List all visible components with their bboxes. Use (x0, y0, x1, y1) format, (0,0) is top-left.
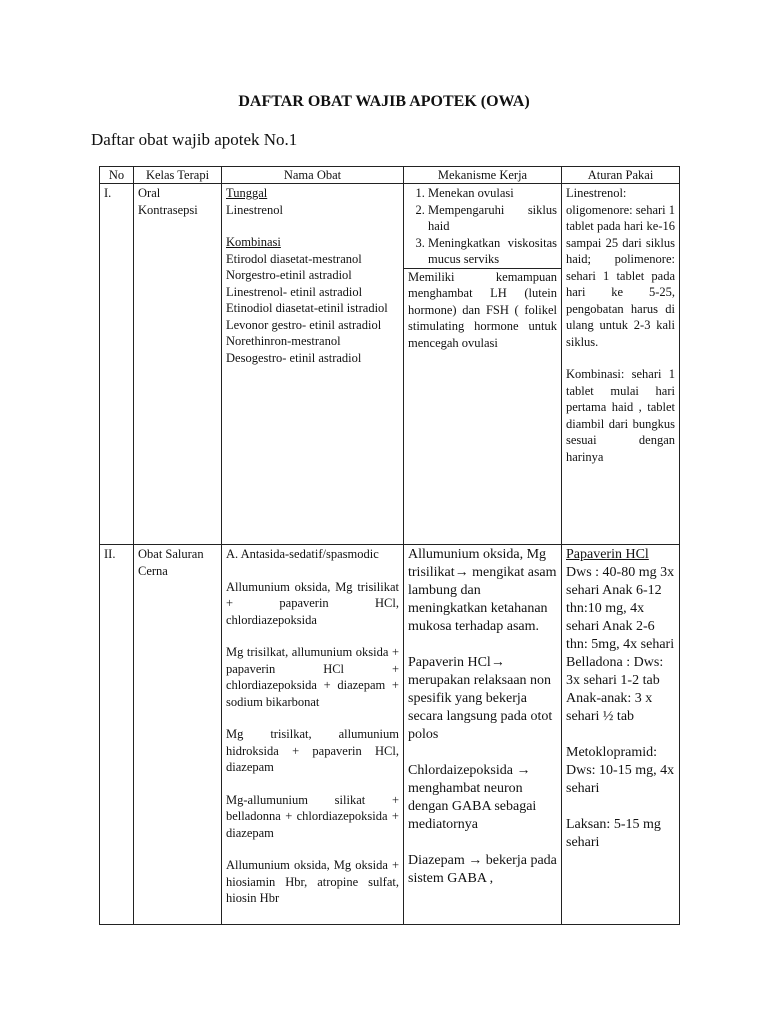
table-header-row (100, 167, 680, 184)
nama-obat-cell (222, 184, 404, 545)
mekanisme-text: Papaverin HCl→ merupakan relaksaan non spesifik yang bekerja secara langsung pada otot polos (408, 655, 553, 742)
row-number: I. (100, 184, 134, 545)
drug-combination: Allumunium oksida, Mg oksida + hiosiamin Hbr, atropine sulfat, hiosin Hbr (226, 858, 399, 905)
drug-name: Etirodol diasetat-mestranol (226, 251, 362, 266)
list-item: 3. Meningkatkan viskositas mucus serviks (428, 235, 557, 268)
mekanisme-text: Allumunium oksida, Mg trisilikat→ mengikat asam lambung dan meningkatkan ketahanan mukosa terhadap asam. (408, 547, 557, 634)
list-item: 1. Menekan ovulasi (428, 185, 557, 202)
kelas-terapi-cell: Obat Saluran Cerna (134, 545, 222, 925)
table-row (100, 545, 680, 925)
drug-name: Norethinron-mestranol (226, 334, 341, 348)
row-number: II. (100, 545, 134, 925)
drug-name: Linestrenol- etinil astradiol (226, 284, 363, 299)
table-row (100, 184, 680, 545)
aturan-pakai-cell (562, 545, 680, 925)
owa-table (99, 166, 680, 925)
aturan-linestrenol: Linestrenol: oligomenore: sehari 1 tablet pada hari ke-16 sampai 25 dari siklus haid; polimenore: sehari 1 tablet pada hari ke 5-25, pengobatan harus di ulang untuk 2-3 kali siklus. (566, 186, 675, 349)
page-title: DAFTAR OBAT WAJIB APOTEK (OWA) (238, 93, 530, 110)
drug-name: Linestrenol (226, 202, 283, 217)
kelas-terapi-cell: Oral Kontrasepsi (134, 184, 222, 545)
mekanisme-list (408, 185, 557, 268)
header-nama-obat: Nama Obat (222, 167, 404, 184)
mekanisme-text: Memiliki kemampuan menghambat LH (lutein hormone) dan FSH ( folikel stimulating hormone untuk mencegah ovulasi (408, 269, 557, 350)
nama-obat-cell (222, 545, 404, 925)
aturan-metoklopramid: Metoklopramid: Dws: 10-15 mg, 4x sehari (566, 745, 675, 796)
mekanisme-text: Diazepam → bekerja pada sistem GABA , (408, 853, 557, 886)
drug-combination: Mg trisilkat, allumunium oksida + papaverin HCl + chlordiazepoksida + diazepam + sodium bikarbonat (226, 645, 399, 709)
drug-combination: Mg trisilkat, allumunium hidroksida + papaverin HCl, diazepam (226, 727, 399, 774)
papaverin-label: Papaverin HCl (566, 547, 649, 562)
mekanisme-cell (404, 184, 562, 545)
header-no: No (100, 167, 134, 184)
mekanisme-text: Chlordaizepoksida → menghambat neuron dengan GABA sebagai mediatornya (408, 763, 537, 832)
mekanisme-cell (404, 545, 562, 925)
header-mekanisme-kerja: Mekanisme Kerja (404, 167, 562, 184)
aturan-pakai-cell (562, 184, 680, 545)
aturan-papaverin: Dws : 40-80 mg 3x sehari Anak 6-12 thn:10 mg, 4x sehari Anak 2-6 thn: 5mg, 4x sehari Belladona : Dws: 3x sehari 1-2 tab Anak-anak: 3 x sehari ½ tab (566, 565, 675, 724)
page-subtitle: Daftar obat wajib apotek No.1 (91, 130, 298, 149)
aturan-kombinasi: Kombinasi: sehari 1 tablet mulai hari pertama haid , tablet diambil dari bungkus sesuai dengan harinya (566, 367, 675, 464)
kombinasi-label: Kombinasi (226, 235, 281, 249)
drug-name: Norgestro-etinil astradiol (226, 268, 352, 282)
drug-name: Desogestro- etinil astradiol (226, 350, 362, 365)
header-kelas-terapi: Kelas Terapi (134, 167, 222, 184)
tunggal-label: Tunggal (226, 186, 268, 200)
header-aturan-pakai: Aturan Pakai (562, 167, 680, 184)
drug-group: A. Antasida-sedatif/spasmodic (226, 547, 379, 561)
aturan-laksan: Laksan: 5-15 mg sehari (566, 817, 661, 850)
drug-combination: Allumunium oksida, Mg trisilikat + papaverin HCl, chlordiazepoksida (226, 579, 399, 627)
list-item: 2. Mempengaruhi siklus haid (428, 202, 557, 235)
drug-combination: Mg-allumunium silikat + belladonna + chlordiazepoksida + diazepam (226, 792, 399, 840)
drug-name: Levonor gestro- etinil astradiol (226, 317, 382, 332)
drug-name: Etinodiol diasetat-etinil istradiol (226, 301, 388, 315)
